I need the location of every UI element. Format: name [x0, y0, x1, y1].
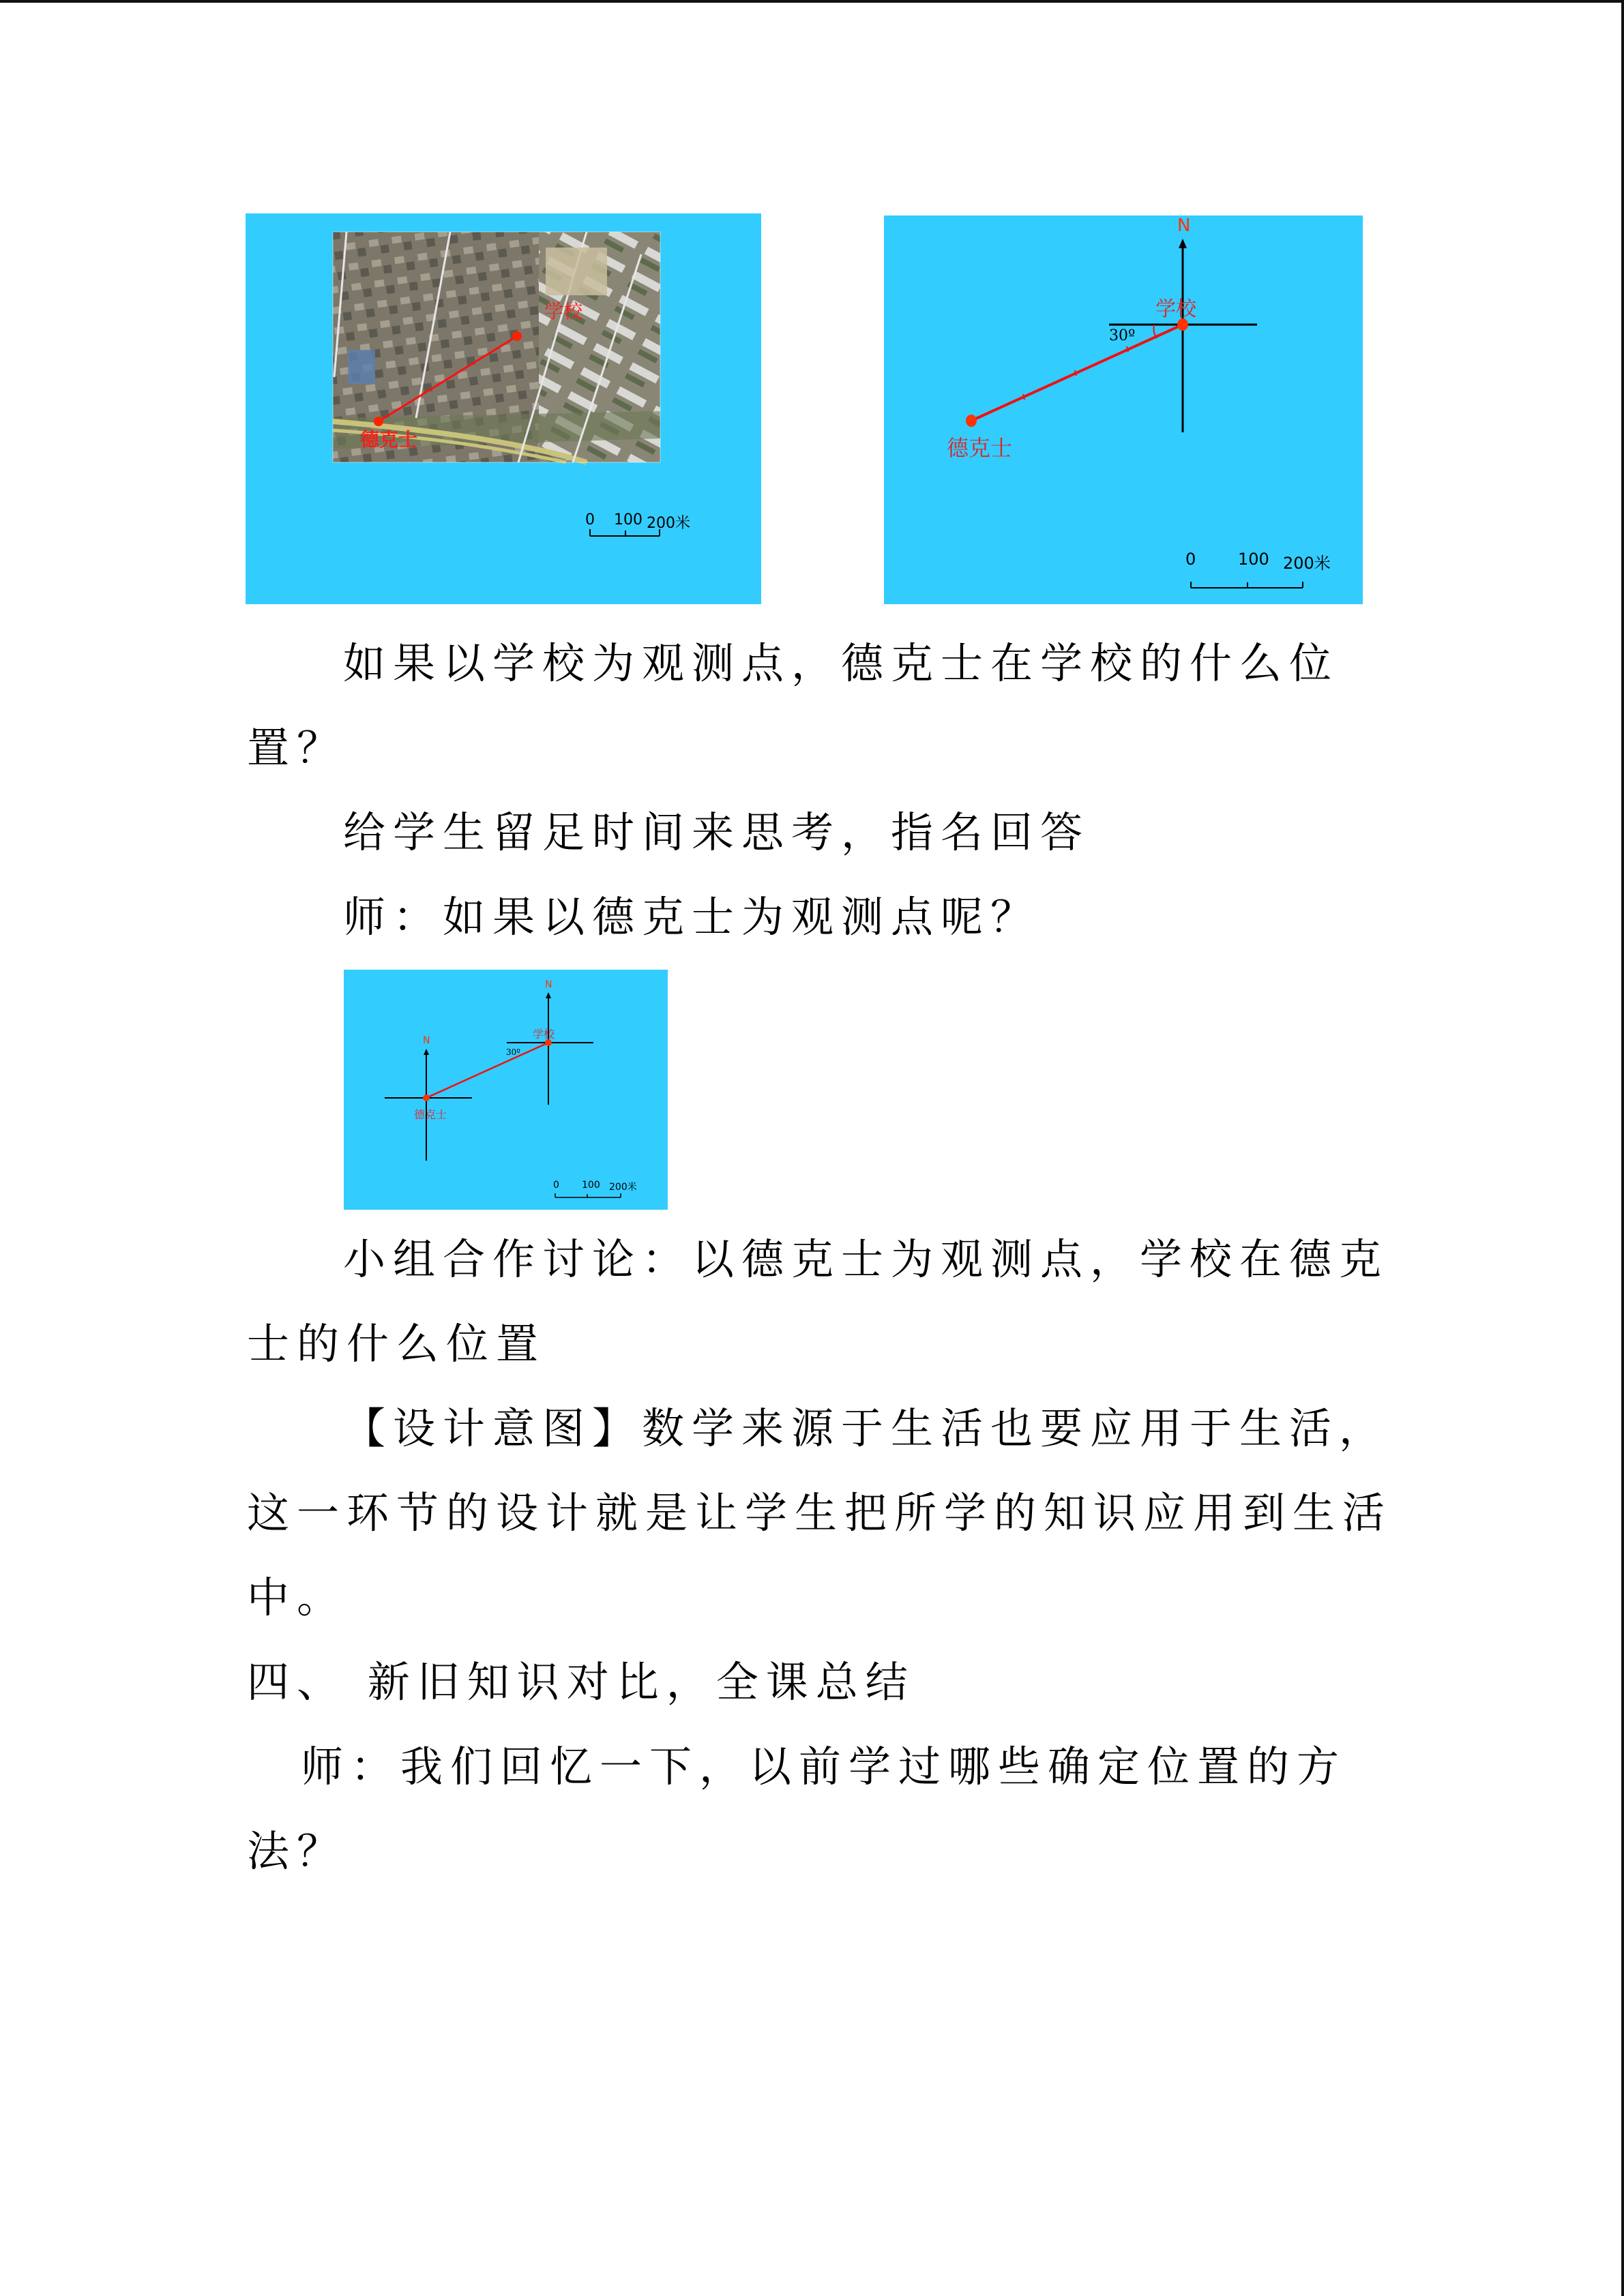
dex-label: 德克士: [414, 1108, 447, 1121]
school-marker: [512, 331, 522, 341]
satellite-map-figure: [246, 213, 761, 604]
school-label: 学校: [1155, 297, 1196, 321]
satellite-map-graphic: [246, 213, 761, 604]
angle-label: 30º: [506, 1047, 520, 1057]
dex-marker: [966, 415, 977, 427]
north-arrow-icon: [1179, 239, 1187, 248]
dex-north-arrow-icon: [424, 1049, 429, 1055]
teacher-recall-line1: 师：我们回忆一下，以前学过哪些确定位置的方: [301, 1742, 1347, 1791]
dex-label: 德克士: [360, 428, 418, 451]
scale-zero: 0: [1185, 550, 1196, 569]
school-label: 学校: [544, 300, 583, 323]
group-discussion-line2: 士的什么位置: [247, 1319, 546, 1369]
direction-diagram-graphic: [884, 215, 1363, 604]
angle-label: 30º: [1109, 327, 1136, 344]
school-label: 学校: [533, 1028, 555, 1041]
design-intent-line3: 中。: [247, 1572, 347, 1622]
question-paragraph-line2: 置？: [247, 723, 347, 773]
instruction-paragraph: 给学生留足时间来思考，指名回答: [343, 807, 1091, 857]
scale-mid: 100: [614, 511, 643, 528]
teacher-question: 师：如果以德克士为观测点呢？: [343, 892, 1041, 942]
school-north-label: N: [545, 979, 552, 990]
question-paragraph-line1: 如果以学校为观测点，德克士在学校的什么位: [343, 638, 1340, 688]
dex-marker: [423, 1094, 430, 1101]
scale-mid: 100: [582, 1180, 600, 1191]
group-discussion-line1: 小组合作讨论：以德克士为观测点，学校在德克: [343, 1234, 1389, 1284]
page-border-right: [1621, 0, 1624, 2296]
scale-end: 200米: [1283, 554, 1331, 573]
route-line: [426, 1043, 548, 1098]
school-north-arrow-icon: [546, 992, 551, 998]
scale-end: 200米: [647, 515, 690, 532]
dual-direction-diagram: [344, 970, 668, 1210]
dex-label: 德克士: [947, 435, 1013, 461]
route-line: [971, 325, 1183, 421]
school-direction-diagram: [884, 215, 1363, 604]
design-intent-line2: 这一环节的设计就是让学生把所学的知识应用到生活: [247, 1488, 1393, 1538]
section-heading-4: 四、 新旧知识对比，全课总结: [247, 1657, 915, 1707]
design-intent-line1: 【设计意图】数学来源于生活也要应用于生活，: [343, 1403, 1389, 1453]
scale-mid: 100: [1238, 550, 1269, 569]
dual-diagram-graphic: [344, 970, 668, 1210]
page-border-top: [0, 0, 1624, 3]
scale-end: 200米: [609, 1182, 637, 1193]
teacher-recall-line2: 法？: [247, 1826, 347, 1876]
dex-north-label: N: [423, 1035, 430, 1046]
north-label: N: [1177, 215, 1191, 236]
scale-zero: 0: [585, 511, 595, 528]
scale-zero: 0: [553, 1180, 559, 1191]
